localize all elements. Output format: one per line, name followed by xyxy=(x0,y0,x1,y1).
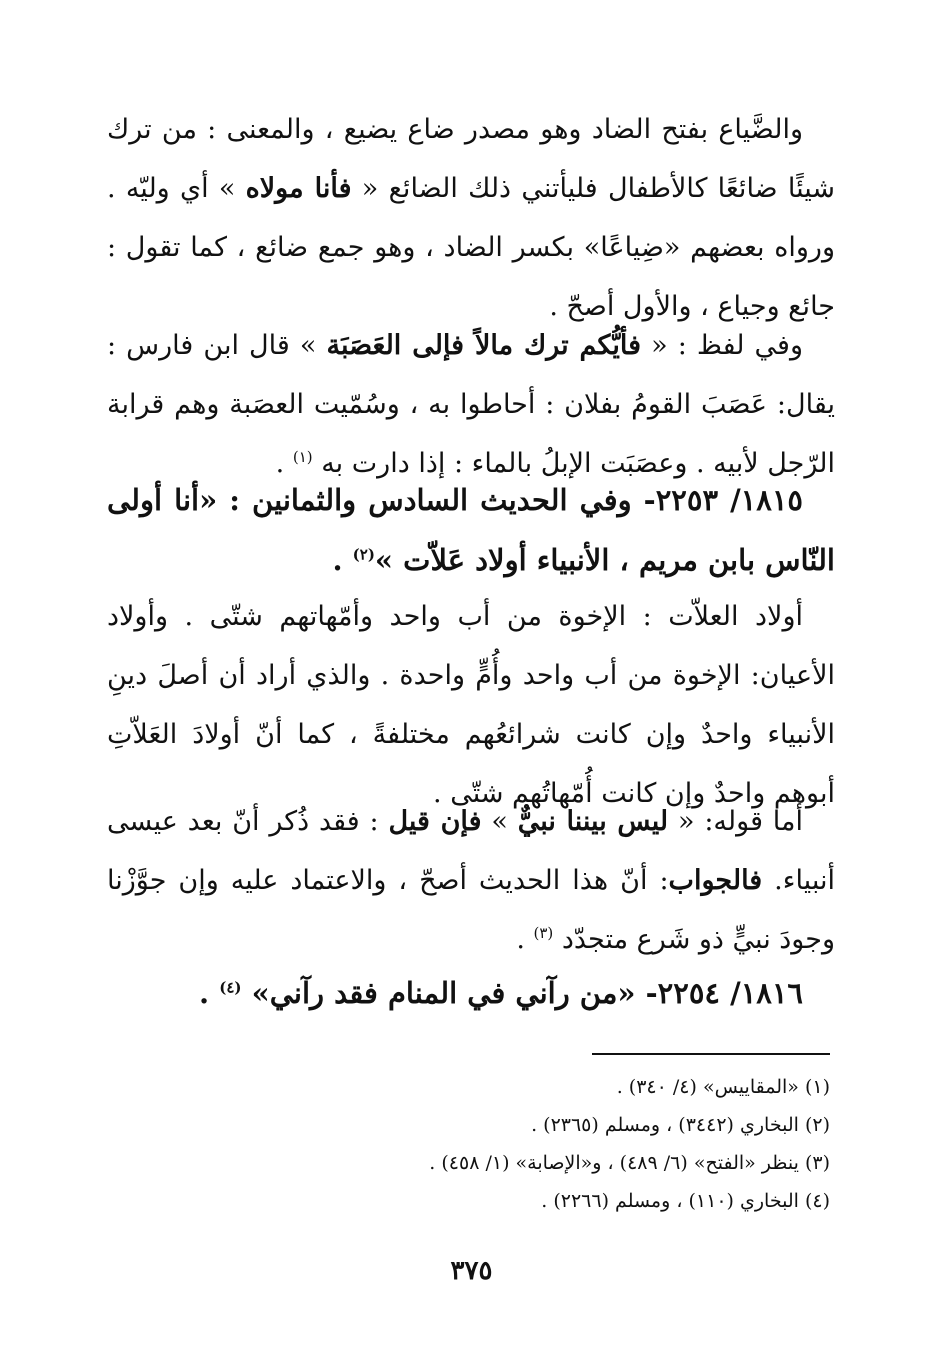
footnote-4: (٤) البخاري (١١٠) ، ومسلم (٢٢٦٦) . xyxy=(541,1190,830,1212)
paragraph-diya-explanation xyxy=(107,100,835,336)
paragraph-no-prophet-explanation xyxy=(107,792,835,969)
footnotes-section xyxy=(110,1068,830,1220)
hadith-quote-no-prophet: ليس بيننا نبيٌّ xyxy=(517,806,669,837)
paragraph-text: » xyxy=(481,806,518,837)
footnote-3: (٣) ينظر «الفتح» (٦/ ٤٨٩) ، و«الإصابة» (١/ ٤٥٨) . xyxy=(429,1152,830,1174)
paragraph-text: . xyxy=(275,448,293,479)
footnote-marker-1: (١) xyxy=(292,448,313,466)
footnote-separator xyxy=(592,1053,830,1055)
hadith-heading-text: . xyxy=(332,543,353,577)
hadith-heading-text: . xyxy=(199,976,220,1010)
paragraph-text: » قال ابن فارس : يقال: عَصَبَ القومُ بفلان : أحاطوا به ، وسُمّيت العصَبة وهم قرابة الرّجل لأبيه . وعصَبَت الإبلُ بالماء : إذا دارت به xyxy=(107,330,835,479)
hadith-quote-ana-mawlah: فأنا مولاه xyxy=(245,173,352,204)
paragraph-asaba-explanation xyxy=(107,316,835,493)
footnote-marker-4: (٤) xyxy=(219,978,242,997)
footnote-1: (١) «المقاييس» (٤/ ٣٤٠) . xyxy=(616,1076,830,1098)
paragraph-text: وفي لفظ : « xyxy=(641,330,803,361)
paragraph-text: أما قوله: « xyxy=(668,806,803,837)
answer-label: فالجواب xyxy=(668,865,763,896)
page-number: ٣٧٥ xyxy=(450,1256,493,1286)
hadith-heading-1816 xyxy=(107,963,835,1023)
paragraph-allat-explanation xyxy=(107,587,835,823)
paragraph-text: » أي وليّه . ورواه بعضهم «ضِياعًا» بكسر الضاد ، وهو جمع ضائع ، كما تقول : جائع وجياع ، والأول أصحّ . xyxy=(107,173,835,322)
footnote-marker-3: (٣) xyxy=(533,924,554,942)
paragraph-text: : فقد ذُكر أنّ بعد عيسى أنبياء. xyxy=(107,806,835,896)
paragraph-text: . xyxy=(516,924,534,955)
paragraph-text: والضَّياع بفتح الضاد وهو مصدر ضاع يضيع ، والمعنى : من ترك شيئًا ضائعًا كالأطفال فليأتني ذلك الضائع « xyxy=(107,114,835,204)
hadith-heading-text: ١٨١٦/ ٢٢٥٤- «من رآني في المنام فقد رآني» xyxy=(241,976,803,1010)
footnote-2: (٢) البخاري (٣٤٤٢) ، ومسلم (٢٣٦٥) . xyxy=(531,1114,830,1136)
paragraph-text: : أنّ هذا الحديث أصحّ ، والاعتماد عليه وإن جوَّزْنا وجودَ نبيٍّ ذو شَرع متجدّد xyxy=(107,865,835,955)
objection-label: فإن قيل xyxy=(388,806,482,837)
paragraph-text: أولاد العلاّت : الإخوة من أب واحد وأمّهاتهم شتّى . وأولاد الأعيان: الإخوة من أب واحد وأُمٍّ واحدة . والذي أراد أن أصلَ دينِ الأنبياء واحدٌ وإن كانت شرائعُهم مختلفةً ، كما أنّ أولادَ العَلاّتِ أبوهم واحدٌ وإن كانت أُمّهاتُهم شتّى . xyxy=(107,601,835,809)
hadith-heading-1815 xyxy=(107,470,835,590)
footnote-marker-2: (٢) xyxy=(352,545,375,564)
hadith-quote-asaba: فأيُّكم ترك مالاً فإلى العَصَبَة xyxy=(326,330,642,361)
hadith-heading-text: ١٨١٥/ ٢٢٥٣- وفي الحديث السادس والثمانين : «أنا أولى النّاس بابن مريم ، الأنبياء أولاد عَلاّت » xyxy=(107,483,835,577)
